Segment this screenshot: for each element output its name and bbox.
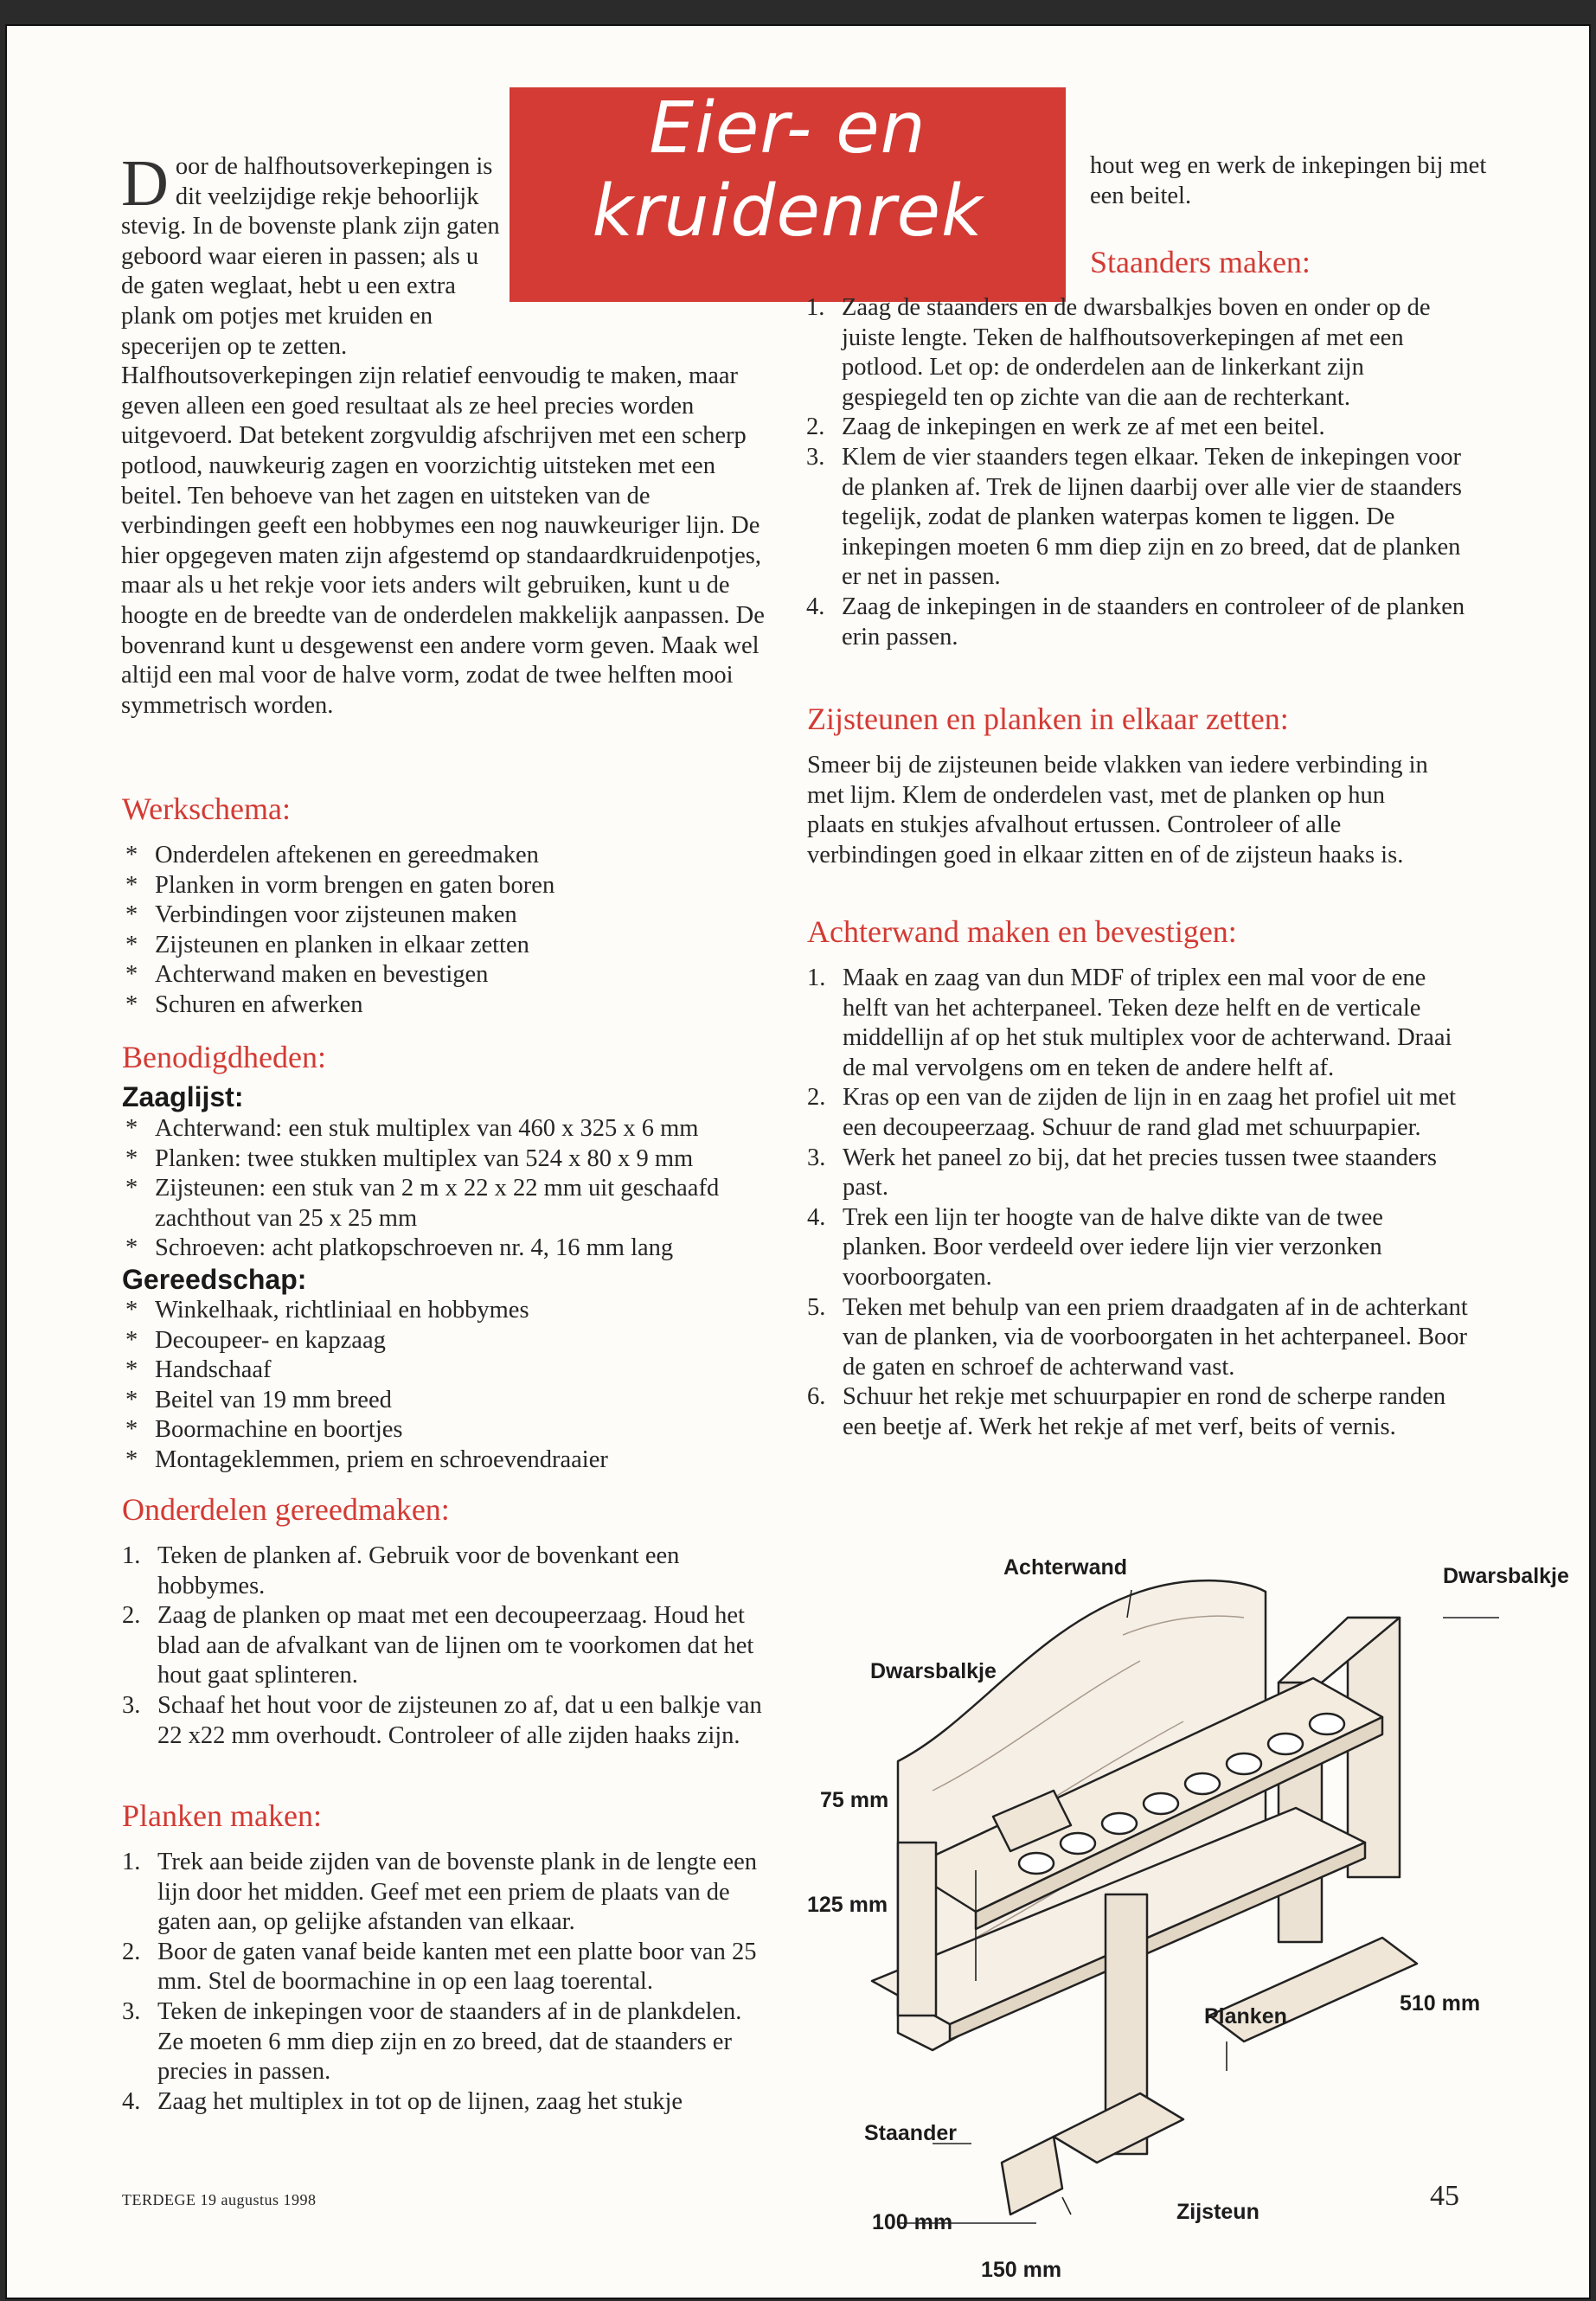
gereedschap-heading: Gereedschap: bbox=[122, 1264, 307, 1295]
label-planken: Planken bbox=[1204, 2004, 1287, 2029]
zaaglijst-list bbox=[122, 1114, 762, 1264]
step-text: Trek een lijn ter hoogte van de halve dikte van de twee planken. Boor verdeeld over iedere lijn vier verzonken voorboorgaten. bbox=[843, 1203, 1383, 1291]
list-item: * Schroeven: acht platkopschroeven nr. 4, 16 mm lang bbox=[122, 1234, 762, 1264]
benodigdheden-heading: Benodigdheden: bbox=[122, 1040, 326, 1074]
label-staander: Staander bbox=[864, 2121, 957, 2145]
page-number: 45 bbox=[1430, 2180, 1459, 2212]
list-item bbox=[807, 1203, 1473, 1293]
list-item bbox=[807, 1144, 1473, 1203]
magazine-page bbox=[5, 24, 1591, 2299]
onderdelen-list bbox=[122, 1541, 762, 1751]
step-text: Werk het paneel zo bij, dat het precies tussen twee staanders past. bbox=[843, 1144, 1437, 1202]
step-text: Trek aan beide zijden van de bovenste plank in de lengte een lijn door het midden. Geef met een priem de plaats van de gaten aan, op gelijke afstanden van elkaar. bbox=[157, 1849, 758, 1936]
step-text: Teken met behulp van een priem draadgaten af in de achterkant van de planken, via de voorboorgaten in het achterpaneel. Boor de gaten en schroef de achterwand vast. bbox=[843, 1293, 1468, 1381]
intro-section bbox=[121, 147, 770, 721]
list-item bbox=[807, 1382, 1473, 1442]
list-item: * Schuren en afwerken bbox=[122, 990, 762, 1021]
achterwand-list bbox=[807, 964, 1473, 1443]
list-item bbox=[122, 1848, 762, 1938]
list-item: * Onderdelen aftekenen en gereedmaken bbox=[122, 841, 762, 871]
step-number: 4. bbox=[806, 593, 825, 620]
left-upright-back bbox=[898, 1843, 936, 2016]
zaaglijst-heading: Zaaglijst: bbox=[122, 1081, 244, 1112]
intro-paragraph: Door de halfhoutsoverkepingen is dit veelzijdige rekje behoorlijk stevig. In de bovenste plank zijn gaten geboord waar eieren in passen; als u de gaten weglaat, hebt u een extra plank om potjes met kruiden en specerijen op te zetten. bbox=[121, 147, 500, 360]
label-125mm: 125 mm bbox=[807, 1893, 888, 1917]
step-number: 1. bbox=[807, 965, 826, 991]
label-achterwand: Achterwand bbox=[1003, 1555, 1128, 1580]
list-item: * Verbindingen voor zijsteunen maken bbox=[122, 901, 762, 931]
list-item bbox=[806, 413, 1469, 443]
step-text: Zaag de inkepingen in de staanders en controleer of de planken erin passen. bbox=[842, 593, 1465, 651]
list-item bbox=[122, 2087, 762, 2118]
staanders-list bbox=[806, 293, 1469, 652]
step-number: 5. bbox=[807, 1293, 826, 1321]
step-number: 3. bbox=[806, 443, 825, 471]
list-item: * Zijsteunen: een stuk van 2 m x 22 x 22 mm uit geschaafd zachthout van 25 x 25 mm bbox=[122, 1174, 762, 1234]
werkschema-heading: Werkschema: bbox=[122, 792, 292, 826]
step-number: 2. bbox=[807, 1084, 826, 1112]
step-text: Zaag de inkepingen en werk ze af met een beitel. bbox=[842, 413, 1325, 441]
step-number: 2. bbox=[122, 1938, 141, 1965]
step-text: Zaag de planken op maat met een decoupeerzaag. Houd het blad aan de afvalkant van de lijnen om te voorkomen dat het hout gaat splinteren. bbox=[157, 1602, 754, 1689]
step-text: Zaag het multiplex in tot op de lijnen, zaag het stukje bbox=[157, 2087, 683, 2115]
intro-paragraph-2: Halfhoutsoverkepingen zijn relatief eenvoudig te maken, maar geven alleen een goed resultaat als ze heel precies worden uitgevoerd. Dat betekent zorgvuldig afschrijven met een scherp potlood, nauwkeurig zagen en voorzichtig uitsteken met een beitel. Ten behoeve van het zagen en uitsteken van de verbindingen geeft een hobbymes een nog nauwkeuriger lijn. De hier opgegeven maten zijn afgestemd op standaardkruidenpotjes, maar als u het rekje voor iets anders wilt gebruiken, kunt u de hoogte en de breedte van de onderdelen makkelijk aanpassen. De bovenrand kunt u desgewenst een andere vorm geven. Maak wel altijd een mal voor de halve vorm, zodat de twee helften mooi symmetrisch worden. bbox=[121, 362, 765, 719]
step-text: Klem de vier staanders tegen elkaar. Teken de inkepingen voor de planken af. Trek de lijnen daarbij over alle vier de staanders tegelijk, zodat de planken waterpas komen te liggen. De inkepingen moeten 6 mm diep zijn en zo breed, dat de planken er net in passen. bbox=[842, 443, 1462, 591]
step-number: 4. bbox=[807, 1203, 826, 1231]
step-text: Schaaf het hout voor de zijsteunen zo af, dat u een balkje van 22 x22 mm overhoudt. Controleer of alle zijden haaks zijn. bbox=[157, 1691, 762, 1749]
step-number: 2. bbox=[122, 1602, 141, 1630]
drop-cap: D bbox=[121, 147, 169, 220]
list-item bbox=[806, 593, 1469, 652]
label-dwarsbalkje-right: Dwarsbalkje bbox=[1443, 1564, 1569, 1588]
list-item bbox=[806, 443, 1469, 593]
list-item bbox=[122, 1601, 762, 1691]
list-item bbox=[122, 1938, 762, 1997]
step-number: 1. bbox=[122, 1542, 141, 1569]
step-number: 3. bbox=[807, 1144, 826, 1171]
list-item: * Decoupeer- en kapzaag bbox=[122, 1326, 762, 1356]
footer-source: TERDEGE 19 augustus 1998 bbox=[122, 2191, 317, 2208]
step-text: Maak en zaag van dun MDF of triplex een mal voor de ene helft van het achterpaneel. Teken deze helft en de verticale middellijn af op het stuk multiplex voor de achterwand. Draai de mal vervolgens om en teken de andere helft af. bbox=[843, 965, 1452, 1081]
zijsteunen-text: Smeer bij de zijsteunen beide vlakken van iedere verbinding in met lijm. Klem de onderdelen vast, met de planken op hun plaats en stukjes afvalhout ertussen. Controleer of alle verbindingen goed in elkaar zitten en of de zijsteun haaks is. bbox=[807, 752, 1428, 868]
list-item: * Zijsteunen en planken in elkaar zetten bbox=[122, 931, 762, 961]
label-zijsteun: Zijsteun bbox=[1176, 2200, 1259, 2224]
label-100mm: 100 mm bbox=[872, 2210, 953, 2234]
step-number: 1. bbox=[122, 1849, 141, 1875]
label-150mm: 150 mm bbox=[981, 2258, 1062, 2282]
list-item bbox=[807, 1083, 1473, 1143]
title-float-spacer bbox=[500, 152, 770, 318]
step-number: 2. bbox=[806, 413, 825, 441]
onderdelen-heading: Onderdelen gereedmaken: bbox=[122, 1492, 450, 1527]
step-number: 4. bbox=[122, 2087, 141, 2115]
step-text: Teken de inkepingen voor de staanders af in de plankdelen. Ze moeten 6 mm diep zijn en zo breed, dat de staanders er precies in passen. bbox=[157, 1997, 742, 2086]
step-text: Zaag de staanders en de dwarsbalkjes boven en onder op de juiste lengte. Teken de halfhoutsoverkepingen af met een potlood. Let op: de onderdelen aan de linkerkant zijn gespiegeld ten op zichte van die aan de rechterkant. bbox=[842, 294, 1431, 411]
col2-intro: hout weg en werk de inkepingen bij met een beitel. bbox=[1090, 152, 1487, 209]
title-line-1: Eier- en bbox=[649, 87, 926, 170]
list-item: * Beitel van 19 mm breed bbox=[122, 1386, 762, 1416]
list-item: * Achterwand: een stuk multiplex van 460 x 325 x 6 mm bbox=[122, 1114, 762, 1144]
list-item: * Montageklemmen, priem en schroevendraaier bbox=[122, 1445, 762, 1476]
planken-heading: Planken maken: bbox=[122, 1798, 322, 1833]
list-item: * Achterwand maken en bevestigen bbox=[122, 960, 762, 990]
label-dwarsbalkje-left: Dwarsbalkje bbox=[870, 1659, 997, 1683]
step-text: Boor de gaten vanaf beide kanten met een platte boor van 25 mm. Stel de boormachine in op een laag toerental. bbox=[157, 1938, 757, 1996]
step-number: 3. bbox=[122, 1997, 141, 2025]
zijsteunen-heading: Zijsteunen en planken in elkaar zetten: bbox=[807, 702, 1289, 736]
step-text: Teken de planken af. Gebruik voor de bovenkant een hobbymes. bbox=[157, 1542, 680, 1599]
list-item: * Planken: twee stukken multiplex van 524 x 80 x 9 mm bbox=[122, 1144, 762, 1175]
list-item bbox=[122, 1997, 762, 2087]
list-item bbox=[806, 293, 1469, 413]
list-item: * Planken in vorm brengen en gaten boren bbox=[122, 871, 762, 901]
step-number: 6. bbox=[807, 1383, 826, 1411]
list-item bbox=[807, 1293, 1473, 1383]
list-item: * Boormachine en boortjes bbox=[122, 1415, 762, 1445]
planken-list bbox=[122, 1848, 762, 2117]
step-text: Kras op een van de zijden de lijn in en zaag het profiel uit met een decoupeerzaag. Schuur de rand glad met schuurpapier. bbox=[843, 1084, 1457, 1141]
label-75mm: 75 mm bbox=[820, 1788, 889, 1812]
step-number: 1. bbox=[806, 294, 825, 321]
step-text: Schuur het rekje met schuurpapier en rond de scherpe randen een beetje af. Werk het rekje af met verf, beits of vernis. bbox=[843, 1383, 1446, 1440]
list-item: * Winkelhaak, richtliniaal en hobbymes bbox=[122, 1296, 762, 1326]
staanders-heading: Staanders maken: bbox=[1090, 245, 1311, 279]
label-510mm: 510 mm bbox=[1400, 1991, 1481, 2016]
step-number: 3. bbox=[122, 1691, 141, 1719]
gereedschap-list bbox=[122, 1296, 762, 1476]
title-line-2: kruidenrek bbox=[592, 170, 984, 253]
list-item: * Handschaaf bbox=[122, 1356, 762, 1386]
werkschema-list bbox=[122, 841, 762, 1021]
list-item bbox=[122, 1691, 762, 1751]
list-item bbox=[807, 964, 1473, 1083]
list-item bbox=[122, 1541, 762, 1601]
achterwand-heading: Achterwand maken en bevestigen: bbox=[807, 914, 1237, 949]
